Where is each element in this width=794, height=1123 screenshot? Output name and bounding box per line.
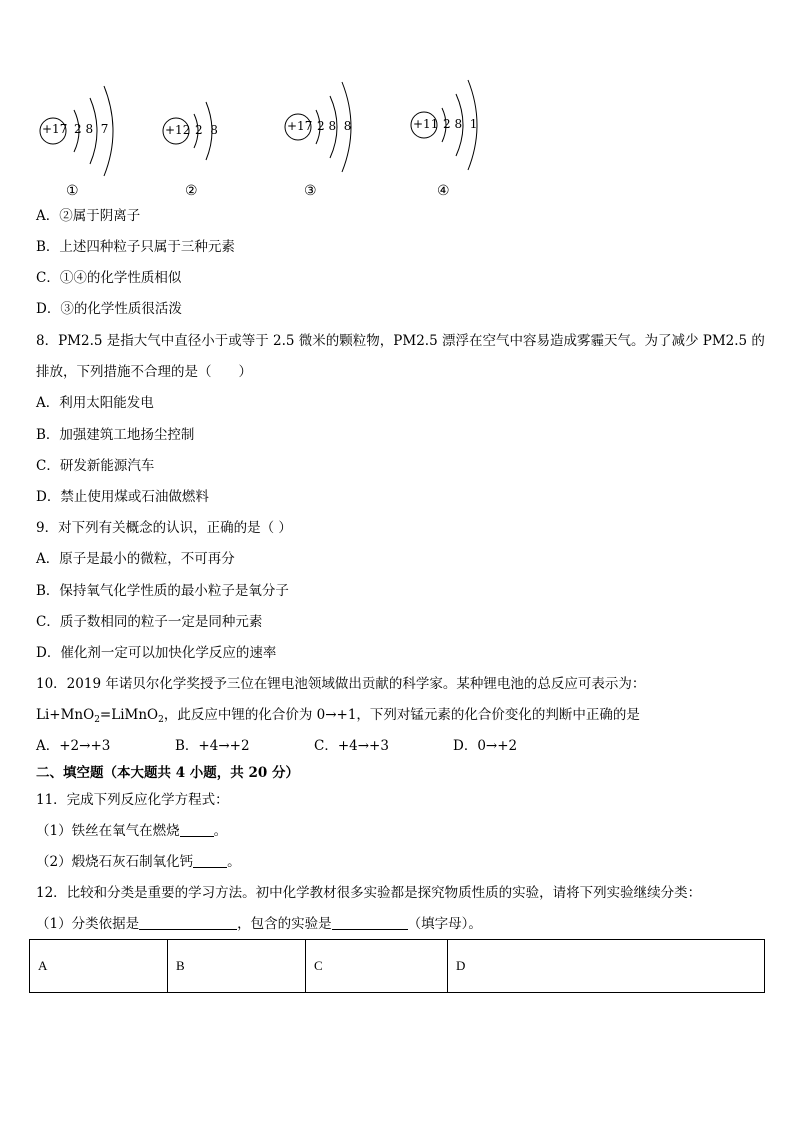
q10-eq-part-b: =LiMnO <box>99 707 159 723</box>
q10-equation-line <box>36 705 640 730</box>
q9-option-a: A．原子是最小的微粒，不可再分 <box>36 551 235 567</box>
atom-nucleus-4: +11 <box>413 117 439 131</box>
atom-label-2: ② <box>185 183 198 199</box>
q10-eq-sub-1: 2 <box>94 715 100 725</box>
q8-option-a: A．利用太阳能发电 <box>36 395 154 411</box>
q12-experiments-blank[interactable] <box>332 915 408 930</box>
q10-eq-part-c: ，此反应中锂的化合价为 0→+1，下列对锰元素的化合价变化的判断中正确的是 <box>163 707 640 723</box>
q8-stem-line2: 排放，下列措施不合理的是（ ） <box>36 364 252 380</box>
atom-nucleus-1: +17 <box>42 122 68 136</box>
q10-option-d: D．0→+2 <box>453 738 518 754</box>
atom-shell-counts-4: 2 8 1 <box>443 117 478 131</box>
q11-part-1-end: 。 <box>213 823 228 839</box>
atom-shell-counts-2: 2 8 <box>195 123 218 137</box>
q11-stem: 11．完成下列反应化学方程式： <box>36 792 229 808</box>
q9-option-d: D．催化剂一定可以加快化学反应的速率 <box>36 645 277 661</box>
q10-eq-sub-2: 2 <box>158 715 164 725</box>
atom-shell-counts-3: 2 8 8 <box>317 119 352 133</box>
q7-option-c: C．①④的化学性质相似 <box>36 270 182 286</box>
q10-eq-part-a: Li+MnO <box>36 707 95 723</box>
atom-diagram-2 <box>162 94 272 194</box>
experiment-cell-d: D <box>448 940 765 993</box>
experiment-cell-b: B <box>168 940 306 993</box>
q7-option-d: D．③的化学性质很活泼 <box>36 301 182 317</box>
q9-option-c: C．质子数相同的粒子一定是同种元素 <box>36 614 263 630</box>
experiment-cell-c: C <box>306 940 448 993</box>
q12-stem: 12．比较和分类是重要的学习方法。初中化学教材很多实验都是探究物质性质的实验，请将下列实验继续分类： <box>36 885 702 901</box>
atom-label-3: ③ <box>304 183 317 199</box>
q12-part-1 <box>36 914 482 934</box>
q7-option-b: B．上述四种粒子只属于三种元素 <box>36 239 235 255</box>
q11-part-1-text: （1）铁丝在氧气在燃烧 <box>36 823 180 839</box>
q12-part-1-text-c: （填字母）。 <box>407 916 482 932</box>
q10-option-b: B．+4→+2 <box>175 738 250 754</box>
q8-stem-line1: 8．PM2.5 是指大气中直径小于或等于 2.5 微米的颗粒物，PM2.5 漂浮在空气中容易造成雾霾天气。为了减少 PM2.5 的 <box>36 333 765 349</box>
atom-nucleus-2: +12 <box>165 123 191 137</box>
q10-option-c: C．+4→+3 <box>314 738 389 754</box>
q7-option-a: A．②属于阴离子 <box>36 208 141 224</box>
q9-option-b: B．保持氧气化学性质的最小粒子是氧分子 <box>36 583 289 599</box>
q10-stem-line1: 10．2019 年诺贝尔化学奖授予三位在锂电池领域做出贡献的科学家。某种锂电池的总反应可表示为： <box>36 676 646 692</box>
atom-label-4: ④ <box>437 183 450 199</box>
atom-diagram-3 <box>284 80 394 180</box>
q8-option-b: B．加强建筑工地扬尘控制 <box>36 427 195 443</box>
atom-shell-counts-1: 2 8 7 <box>74 122 109 136</box>
atom-diagram-4 <box>410 78 520 178</box>
q9-stem: 9．对下列有关概念的认识，正确的是（ ） <box>36 520 292 536</box>
q11-part-2-text: （2）煅烧石灰石制氧化钙 <box>36 854 194 870</box>
q11-part-2 <box>36 852 241 872</box>
atom-diagram-1 <box>38 82 148 182</box>
section-2-title: 二、填空题（本大题共 4 小题，共 20 分） <box>36 765 299 781</box>
q10-options <box>36 736 517 756</box>
q11-part-1 <box>36 821 227 841</box>
q8-option-d: D．禁止使用煤或石油做燃料 <box>36 489 209 505</box>
q8-option-c: C．研发新能源汽车 <box>36 458 155 474</box>
q12-experiment-table <box>29 939 765 993</box>
q11-part-1-blank[interactable] <box>180 822 214 837</box>
q11-part-2-blank[interactable] <box>193 853 227 868</box>
q12-part-1-text-b: ，包含的实验是 <box>237 916 332 932</box>
q11-part-2-end: 。 <box>227 854 241 870</box>
atom-label-1: ① <box>66 183 79 199</box>
q10-option-a: A．+2→+3 <box>36 738 111 754</box>
experiment-cell-a: A <box>30 940 168 993</box>
table-row <box>30 940 765 993</box>
atom-nucleus-3: +17 <box>287 119 313 133</box>
q12-part-1-text-a: （1）分类依据是 <box>36 916 140 932</box>
q12-basis-blank[interactable] <box>139 915 237 930</box>
